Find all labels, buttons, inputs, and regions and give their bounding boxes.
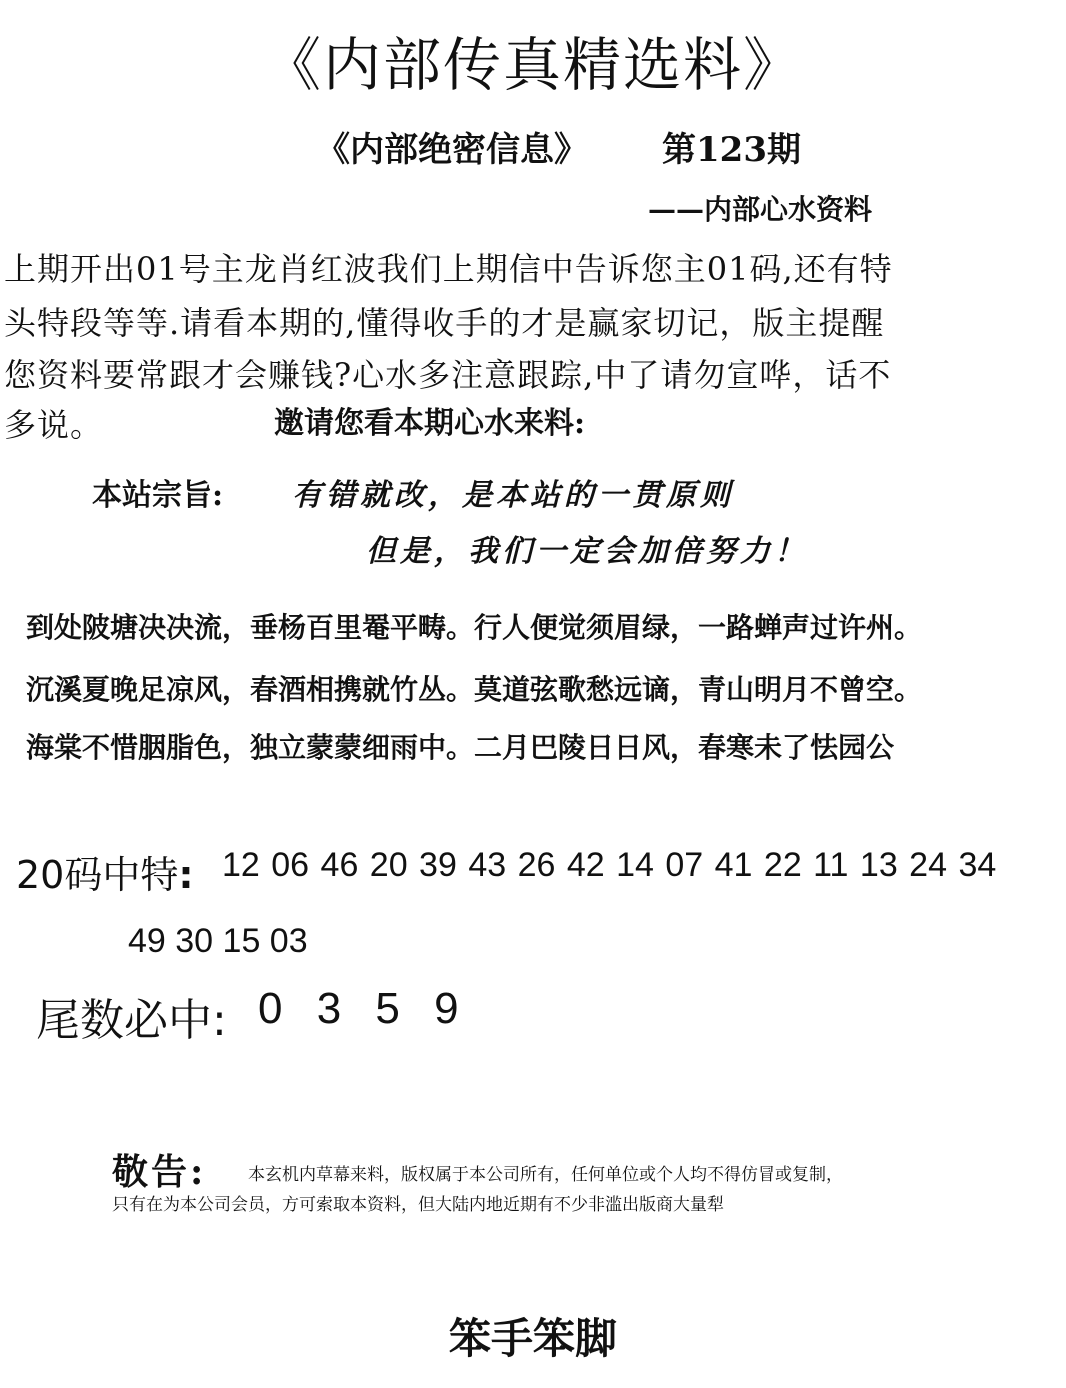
issue-number: 第123期 bbox=[662, 130, 801, 170]
intro-line: 头特段等等.请看本期的,懂得收手的才是赢家切记，版主提醒 bbox=[4, 304, 885, 342]
intro-line: 您资料要常跟才会赚钱?心水多注意跟踪,中了请勿宣哗，话不 bbox=[4, 356, 892, 394]
motto-label: 本站宗旨: bbox=[92, 478, 224, 513]
footer-text: 笨手笨脚 bbox=[448, 1314, 617, 1363]
page-title: 《内部传真精选料》 bbox=[262, 31, 803, 99]
source-label: ——内部心水资料 bbox=[648, 193, 873, 226]
notice-label: 敬告: bbox=[112, 1151, 207, 1193]
tail-label bbox=[36, 984, 227, 1048]
special-numbers: 49 30 15 03 bbox=[128, 922, 308, 960]
notice-line: 本玄机内草幕来料，版权属于本公司所有，任何单位或个人均不得仿冒或复制， bbox=[248, 1165, 843, 1185]
poem-line: 沉溪夏晚足凉风，春酒相携就竹丛。莫道弦歌愁远谪，青山明月不曾空。 bbox=[26, 673, 923, 706]
special-label-text: 20码中特 bbox=[16, 853, 179, 897]
special-label bbox=[16, 844, 194, 899]
tail-numbers: 0 3 5 9 bbox=[258, 984, 459, 1033]
subtitle: 《内部绝密信息》 bbox=[316, 130, 588, 170]
poem-line: 海棠不惜胭脂色，独立蒙蒙细雨中。二月巴陵日日风，春寒未了怯园公 bbox=[26, 731, 895, 764]
invite-text: 邀请您看本期心水来料: bbox=[274, 406, 586, 441]
special-numbers: 12 06 46 20 39 43 26 42 14 07 41 22 11 13 24 34 bbox=[222, 846, 997, 884]
tail-label-text: 尾数必中 bbox=[36, 995, 212, 1046]
special-label-colon: : bbox=[178, 853, 194, 897]
intro-line: 上期开出01号主龙肖红波我们上期信中告诉您主01码,还有特 bbox=[4, 250, 893, 288]
poem-line: 到处陂塘决决流，垂杨百里罨平畴。行人便觉须眉绿，一路蝉声过许州。 bbox=[26, 611, 923, 644]
motto-line: 有错就改，是本站的一贯原则 bbox=[292, 478, 734, 513]
notice-line: 只有在为本公司会员，方可索取本资料，但大陆内地近期有不少非滥出版商大量犁 bbox=[112, 1195, 724, 1215]
tail-label-colon: : bbox=[212, 995, 227, 1046]
motto-line: 但是，我们一定会加倍努力！ bbox=[366, 534, 808, 569]
intro-line: 多说。 bbox=[4, 406, 104, 444]
